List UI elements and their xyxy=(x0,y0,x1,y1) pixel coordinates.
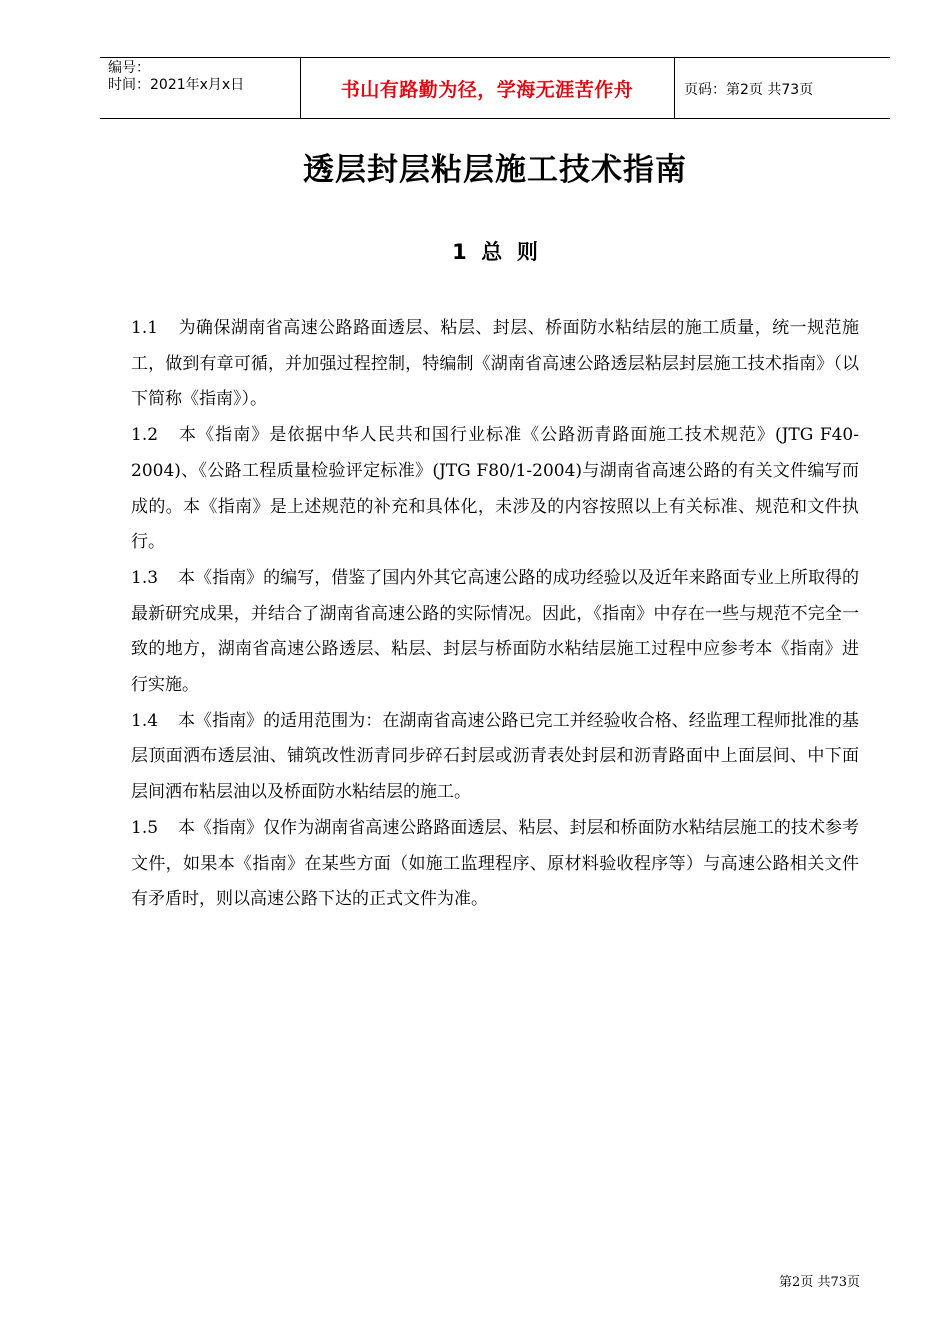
paragraph xyxy=(131,561,859,704)
paragraph xyxy=(131,811,859,918)
header-page-info: 页码：第2页 共73页 xyxy=(684,82,814,98)
paragraph-text: 本《指南》的适用范围为：在湖南省高速公路已完工并经验收合格、经监理工程师批准的基层顶面洒布透层油、铺筑改性沥青同步碎石封层或沥青表处封层和沥青路面中上面层间、中下面层间洒布粘层油以及桥面防水粘结层的施工。 xyxy=(131,710,859,803)
section-title: 1 总 则 xyxy=(452,240,538,264)
page-header xyxy=(100,57,890,119)
paragraph-number: 1.3 xyxy=(131,567,159,588)
paragraph xyxy=(131,311,859,418)
paragraph xyxy=(131,418,859,561)
time-label: 时间：2021年x月x日 xyxy=(108,77,245,93)
paragraph-number: 1.5 xyxy=(131,817,159,838)
paragraph-number: 1.1 xyxy=(131,318,159,338)
paragraph-text: 本《指南》是依据中华人民共和国行业标准《公路沥青路面施工技术规范》(JTG F40-2004)、《公路工程质量检验评定标准》(JTG F80/1-2004)与湖南省高速公路的有关文件编写而成的。本《指南》是上述规范的补充和具体化，未涉及的内容按照以上有关标准、规范和文件执行。 xyxy=(131,425,859,553)
paragraph xyxy=(131,704,859,811)
number-label: 编号： xyxy=(108,60,150,76)
paragraph-text: 本《指南》仅作为湖南省高速公路路面透层、粘层、封层和桥面防水粘结层施工的技术参考文件，如果本《指南》在某些方面（如施工监理程序、原材料验收程序等）与高速公路相关文件有矛盾时，则以高速公路下达的正式文件为准。 xyxy=(131,817,859,910)
header-motto: 书山有路勤为径，学海无涯苦作舟 xyxy=(340,79,634,101)
paragraph-text: 本《指南》的编写，借鉴了国内外其它高速公路的成功经验以及近年来路面专业上所取得的最新研究成果，并结合了湖南省高速公路的实际情况。因此，《指南》中存在一些与规范不完全一致的地方，湖南省高速公路透层、粘层、封层与桥面防水粘结层施工过程中应参考本《指南》进行实施。 xyxy=(131,567,859,696)
paragraph-number: 1.4 xyxy=(131,710,159,731)
body-text xyxy=(131,311,859,918)
footer-page-number: 第2页 共73页 xyxy=(779,1275,860,1290)
paragraph-number: 1.2 xyxy=(131,425,159,446)
header-divider xyxy=(674,58,675,118)
document-title: 透层封层粘层施工技术指南 xyxy=(303,152,687,188)
header-meta xyxy=(108,60,300,94)
paragraph-text: 为确保湖南省高速公路路面透层、粘层、封层、桥面防水粘结层的施工质量，统一规范施工，做到有章可循，并加强过程控制，特编制《湖南省高速公路透层粘层封层施工技术指南》（以下简称《指南》）。 xyxy=(131,318,859,410)
